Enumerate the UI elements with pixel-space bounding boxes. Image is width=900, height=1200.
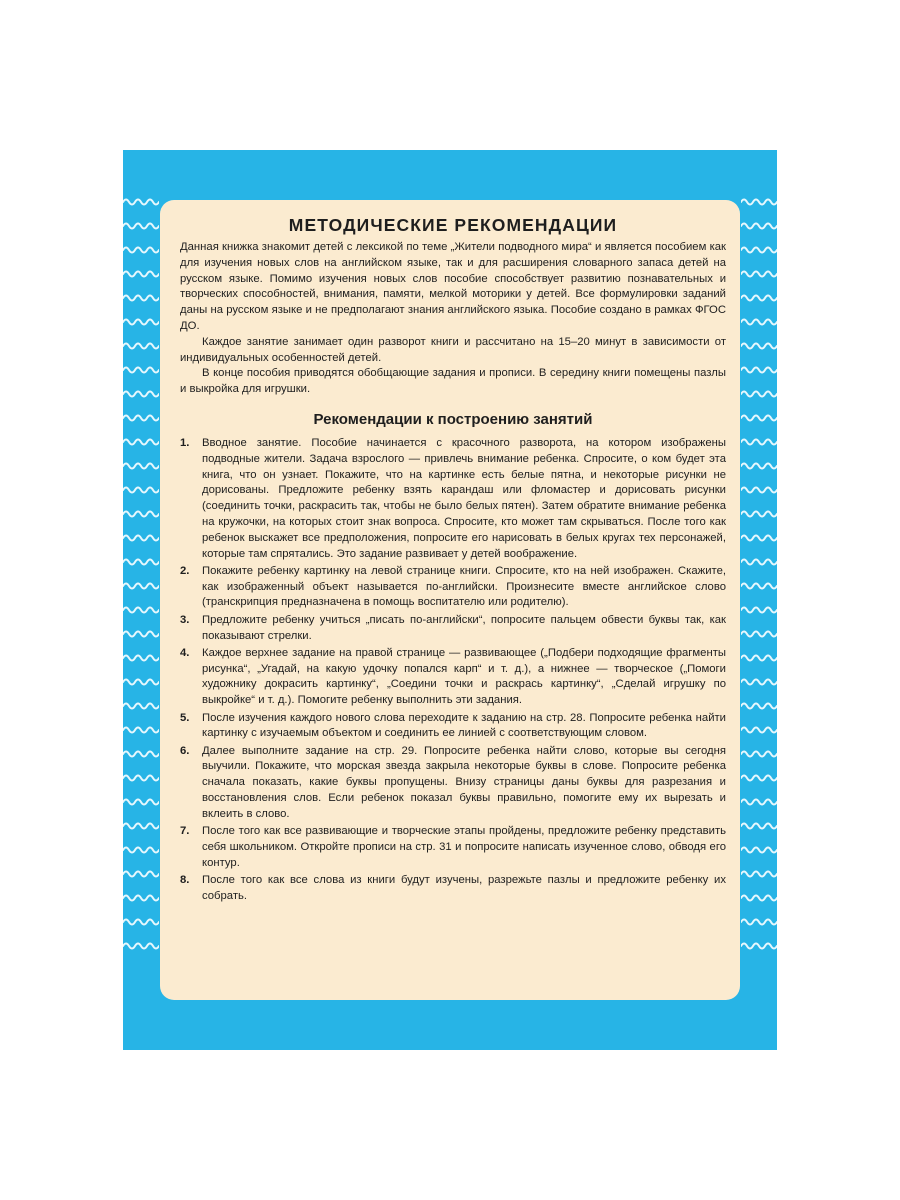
wave-line [123,728,159,733]
wave-line [123,896,159,901]
wave-line [741,752,777,757]
wave-line [123,368,159,373]
item-text: Покажите ребенку картинку на левой странице книги. Спросите, кто на ней изображен. Скажите, как изображенный объект называется по-английски. Произнесите вместе английское слово (транскрипция предназначена в помощь воспитателю или родителю). [202,564,726,609]
wave-line [741,200,777,205]
wave-border-left [123,196,159,956]
wave-line [741,920,777,925]
wave-line [741,896,777,901]
item-number: 6. [180,744,190,757]
wave-line [123,488,159,493]
wave-line [123,536,159,541]
wave-line [741,728,777,733]
wave-line [123,200,159,205]
content-panel [160,200,740,1000]
wave-line [123,704,159,709]
wave-line [741,584,777,589]
wave-line [741,320,777,325]
page-title: МЕТОДИЧЕСКИЕ РЕКОМЕНДАЦИИ [288,215,618,235]
wave-line [123,656,159,661]
wave-line [741,944,777,949]
section-subtitle: Рекомендации к построению занятий [313,410,593,428]
item-text: Вводное занятие. Пособие начинается с красочного разворота, на котором изображены подводные жители. Задача взрослого — привлечь внимание ребенка. Спросите, о ком будет эта книга, что он узнает. Покажите, что на картинке есть белые пятна, и некоторые рисунки не дорисованы. Предложите ребенку взять карандаш или фломастер и дорисовать рисунки (соединить точки, раскрасить так, чтобы не было белых пятен). Затем обратите внимание ребенка на кружочки, на которых стоит знак вопроса. Спросите, кто может там скрываться. После того как ребенок выскажет все предположения, попросите его нарисовать в белых кругах тех персонажей, которые там спрятались. Это задание развивает у детей воображение. [202,436,726,560]
wave-line [741,488,777,493]
wave-line [123,776,159,781]
item-number: 5. [180,711,190,724]
list-item [180,744,726,823]
list-item [180,824,726,871]
list-item [180,613,726,645]
wave-line [741,608,777,613]
wave-line [123,392,159,397]
wave-line [123,560,159,565]
wave-line [741,632,777,637]
wave-line [741,392,777,397]
wave-line [741,512,777,517]
wave-line [123,296,159,301]
item-number: 2. [180,564,190,577]
wave-line [741,800,777,805]
item-text: После изучения каждого нового слова переходите к заданию на стр. 28. Попросите ребенка найти картинку с изучаемым объектом и соединить ее линией с соответствующим словом. [202,711,726,740]
item-text: Каждое верхнее задание на правой странице — развивающее („Подбери подходящие фрагменты рисунка“, „Угадай, на какую удочку попался карп“ и т. д.), а нижнее — творческое („Помоги художнику докрасить картинку“, „Соедини точки и раскрась картинку“, „Сделай игрушку по выкройке“ и т. д.). Помогите ребенку выполнить эти задания. [202,646,726,707]
list-item [180,564,726,611]
wave-line [123,608,159,613]
wave-line [123,800,159,805]
item-number: 1. [180,436,190,449]
item-text: После того как все слова из книги будут изучены, разрежьте пазлы и предложите ребенку их собрать. [202,873,726,902]
wave-line [123,872,159,877]
wave-line [123,464,159,469]
list-item [180,711,726,743]
intro-paragraph-2: Каждое занятие занимает один разворот книги и рассчитано на 15–20 минут в зависимости от индивидуальных особенностей детей. [180,335,726,364]
wave-line [123,416,159,421]
wave-line [123,344,159,349]
wave-line [123,440,159,445]
wave-line [741,344,777,349]
wave-line [741,872,777,877]
item-number: 3. [180,613,190,626]
wave-line [741,680,777,685]
wave-line [741,560,777,565]
wave-line [741,704,777,709]
wave-line [123,248,159,253]
list-item [180,436,726,562]
intro-paragraph-1: Данная книжка знакомит детей с лексикой по теме „Жители подводного мира“ и является пособием как для изучения новых слов на английском языке, так и для расширения словарного запаса детей на русском языке. Помимо изучения новых слов пособие способствует развитию познавательных и творческих способностей, внимания, памяти, мелкой моторики у детей. Все формулировки заданий даны на русском языке и не предполагают знания английского языка. Пособие создано в рамках ФГОС ДО. [180,241,726,332]
wave-line [123,944,159,949]
wave-line [123,272,159,277]
wave-line [123,752,159,757]
book-page [123,150,777,1050]
item-text: Предложите ребенку учиться „писать по-английски“, попросите пальцем обвести буквы так, как показывают стрелки. [202,613,726,642]
wave-border-right [741,196,777,956]
item-number: 7. [180,825,190,838]
item-text: После того как все развивающие и творческие этапы пройдены, предложите ребенку представить себя школьником. Откройте прописи на стр. 31 и попросите написать изученное слово, обводя его контур. [202,825,726,869]
list-item [180,873,726,905]
wave-line [123,512,159,517]
wave-line [741,776,777,781]
wave-line [741,656,777,661]
item-text: Далее выполните задание на стр. 29. Попросите ребенка найти слово, которые вы сегодня выучили. Покажите, что морская звезда закрыла некоторые буквы в слове. Попросите ребенка сначала показать, какие буквы пропущены. Внизу страницы даны буквы для разрезания и восстановления слов. Если ребенок показал буквы правильно, помогите ему их вырезать и вклеить в слово. [202,744,726,820]
wave-line [741,848,777,853]
recommendations-list [180,436,726,905]
wave-line [741,248,777,253]
item-number: 4. [180,646,190,659]
wave-line [741,416,777,421]
wave-line [123,848,159,853]
wave-line [123,680,159,685]
wave-line [123,920,159,925]
wave-line [741,224,777,229]
wave-line [123,824,159,829]
item-number: 8. [180,873,190,886]
wave-line [741,536,777,541]
wave-line [741,440,777,445]
wave-line [741,272,777,277]
wave-line [741,368,777,373]
wave-line [123,632,159,637]
wave-line [123,224,159,229]
wave-line [741,824,777,829]
wave-line [123,584,159,589]
intro-paragraph-3: В конце пособия приводятся обобщающие задания и прописи. В середину книги помещены пазлы и выкройка для игрушки. [180,367,726,396]
list-item [180,646,726,709]
wave-line [741,464,777,469]
wave-line [741,296,777,301]
wave-line [123,320,159,325]
